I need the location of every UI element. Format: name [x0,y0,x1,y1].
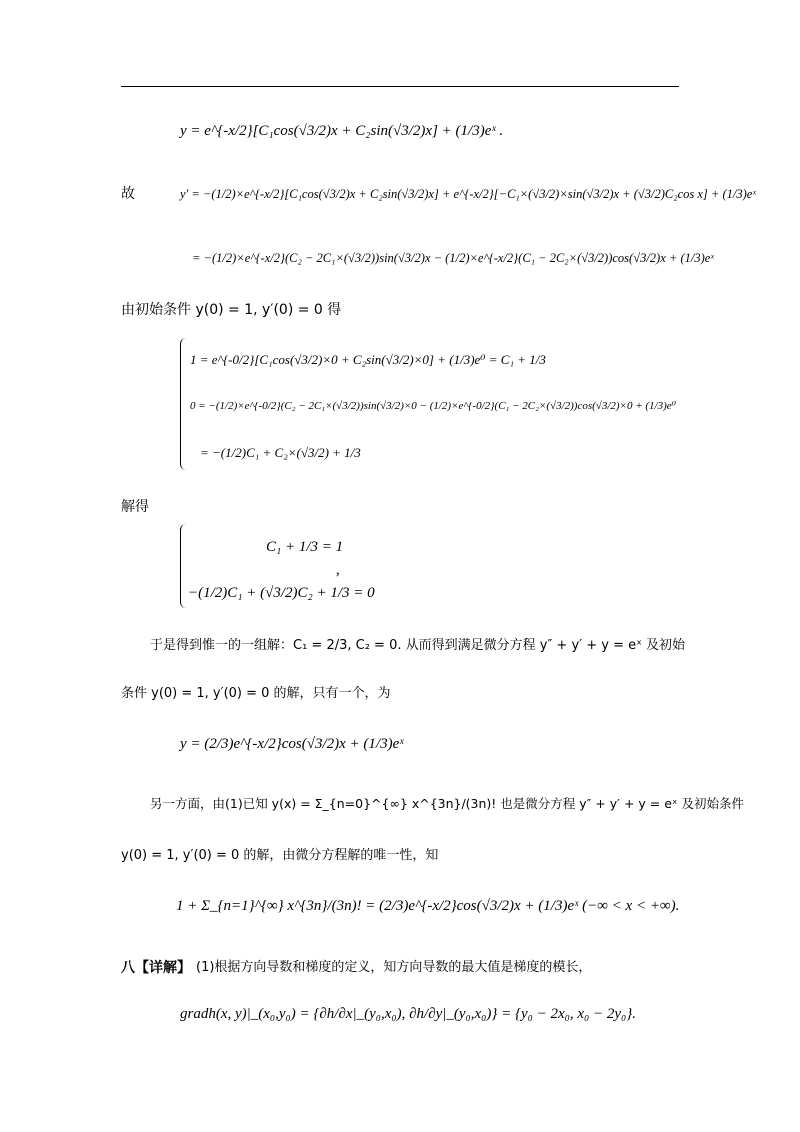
system2-line1: C₁ + 1/3 = 1 [266,539,344,555]
jiede-label: 解得 [121,499,149,515]
header-rule [121,86,679,87]
system2-line2: −(1/2)C₁ + (√3/2)C₂ + 1/3 = 0 [188,585,375,601]
system1-line1: 1 = e^{-0/2}[C₁cos(√3/2)×0 + C₂sin(√3/2)×0] + (1/3)e⁰ = C₁ + 1/3 [190,352,546,367]
equation-y-prime-line1: y′ = −(1/2)×e^{-x/2}[C₁cos(√3/2)x + C₂sin(√3/2)x] + e^{-x/2}[−C₁×(√3/2)×sin(√3/2)x + (√3/2)C₂cos x] + (1/3)eˣ [180,187,756,201]
label-gu: 故 [121,186,135,202]
equation-y-prime-line2: = −(1/2)×e^{-x/2}(C₂ − 2C₁×(√3/2))sin(√3/2)x − (1/2)×e^{-x/2}(C₁ − 2C₂×(√3/2))cos(√3/2)x + (1/3)eˣ [192,251,714,265]
system1-line2: 0 = −(1/2)×e^{-0/2}(C₂ − 2C₁×(√3/2))sin(√3/2)×0 − (1/2)×e^{-0/2}(C₁ − 2C₂×(√3/2))cos(√3/2)×0 + (1/3)e⁰ [190,400,677,412]
section-8-text: (1)根据方向导数和梯度的定义，知方向导数的最大值是梯度的模长， [196,960,592,975]
paragraph-unique-solution-cont: 条件 y(0) = 1, y′(0) = 0 的解，只有一个，为 [121,686,391,701]
system1-line3: = −(1/2)C₁ + C₂×(√3/2) + 1/3 [200,445,361,460]
paragraph-unique-solution: 于是得到惟一的一组解：C₁ = 2/3, C₂ = 0. 从而得到满足微分方程 y″ + y′ + y = eˣ 及初始 [150,638,686,653]
section-8-label: 八【详解】 [121,960,191,976]
paragraph-uniqueness: y(0) = 1, y′(0) = 0 的解，由微分方程解的唯一性，知 [121,848,439,863]
equation-gradient: gradh(x, y)|_(x₀,y₀) = {∂h/∂x|_(y₀,x₀), ∂h/∂y|_(y₀,x₀)} = {y₀ − 2x₀, x₀ − 2y₀}. [180,1006,636,1022]
equation-y-general: y = e^{-x/2}[C₁cos(√3/2)x + C₂sin(√3/2)x] + (1/3)eˣ . [180,123,504,139]
paragraph-other-hand: 另一方面，由(1)已知 y(x) = Σ_{n=0}^{∞} x^{3n}/(3n)! 也是微分方程 y″ + y′ + y = eˣ 及初始条件 [150,796,744,811]
system-brace-1 [180,338,189,470]
equation-solution: y = (2/3)e^{-x/2}cos(√3/2)x + (1/3)eˣ [180,736,404,752]
equation-series-identity: 1 + Σ_{n=1}^{∞} x^{3n}/(3n)! = (2/3)e^{-x/2}cos(√3/2)x + (1/3)eˣ (−∞ < x < +∞). [176,898,680,914]
system2-comma: , [336,562,340,578]
initial-condition-text: 由初始条件 y(0) = 1, y′(0) = 0 得 [121,302,342,318]
